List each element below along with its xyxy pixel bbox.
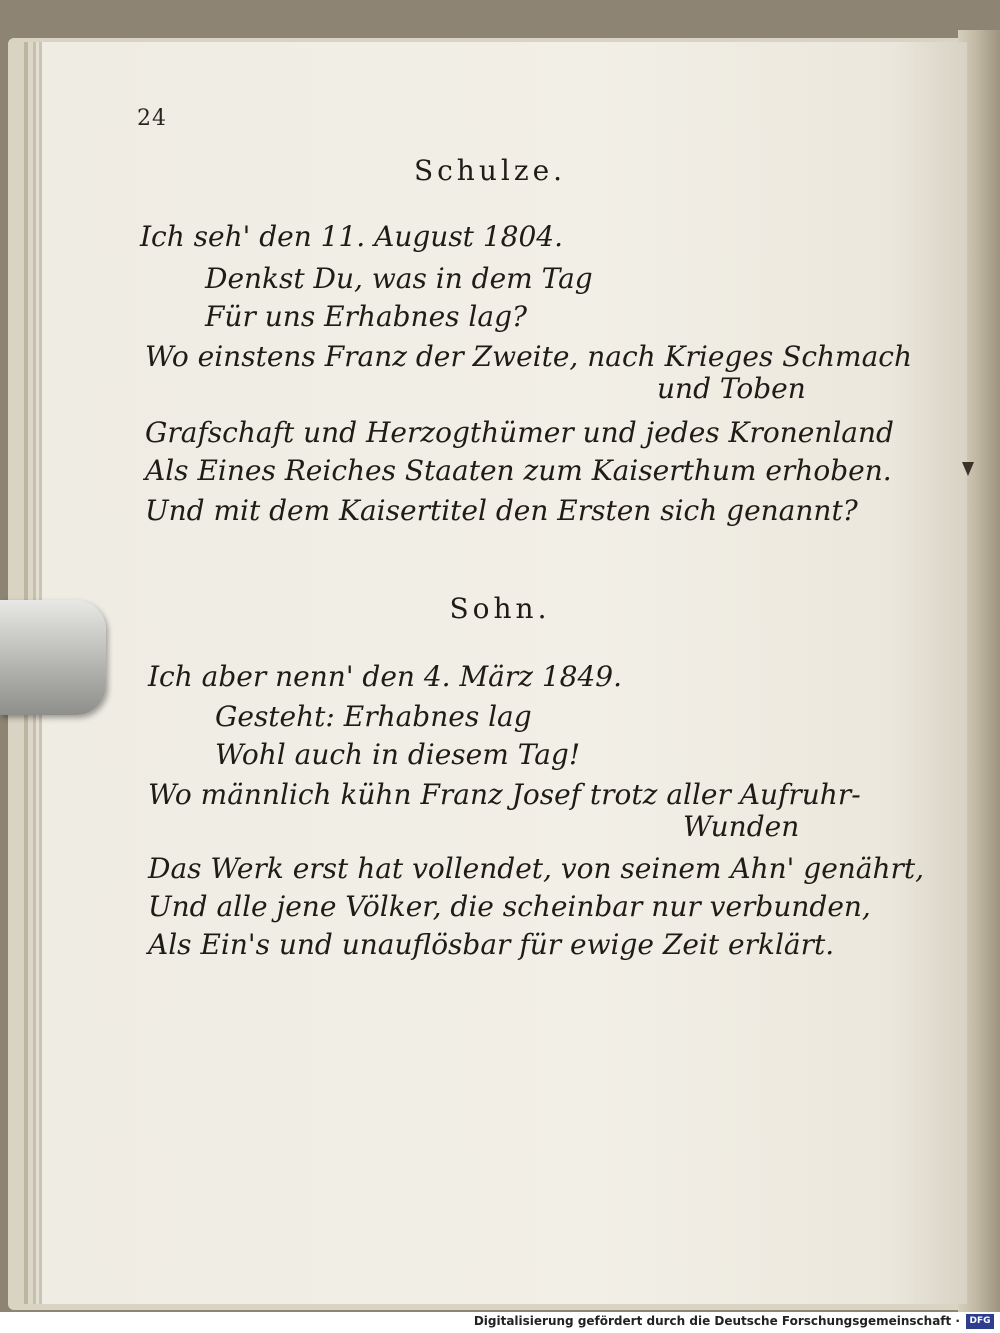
verse-line-continuation: Wunden <box>683 810 800 843</box>
verse-line: Und mit dem Kaisertitel den Ersten sich genannt? <box>145 494 858 527</box>
verse-line: Das Werk erst hat vollendet, von seinem Ahn' genährt, <box>148 852 925 885</box>
verse-line: Als Ein's und unauflösbar für ewige Zeit erklärt. <box>148 928 835 961</box>
verse-line: Gesteht: Erhabnes lag <box>215 700 532 733</box>
verse-line: Wo männlich kühn Franz Josef trotz aller Aufruhr- <box>148 778 861 811</box>
verse-line-continuation: und Toben <box>657 372 806 405</box>
verse-line: Denkst Du, was in dem Tag <box>205 262 593 295</box>
verse-line: Grafschaft und Herzogthümer und jedes Kronenland <box>145 416 894 449</box>
speaker-heading-sohn: Sohn. <box>449 592 551 625</box>
verse-line: Ich seh' den 11. August 1804. <box>140 220 563 253</box>
dfg-logo-icon: DFG <box>966 1314 994 1329</box>
digitization-credit: Digitalisierung gefördert durch die Deutsche Forschungsgemeinschaft · <box>473 1314 960 1328</box>
speaker-heading-schulze: Schulze. <box>413 154 567 187</box>
verse-line: Für uns Erhabnes lag? <box>205 300 528 333</box>
verse-line: Ich aber nenn' den 4. März 1849. <box>148 660 623 693</box>
verse-line: Wohl auch in diesem Tag! <box>215 738 581 771</box>
verse-line: Als Eines Reiches Staaten zum Kaiserthum erhoben. <box>145 454 892 487</box>
verse-line: Wo einstens Franz der Zweite, nach Krieges Schmach <box>145 340 913 373</box>
page-number: 24 <box>137 106 167 131</box>
footer-bar <box>0 1312 1000 1333</box>
verse-line: Und alle jene Völker, die scheinbar nur verbunden, <box>148 890 871 923</box>
page-marker-icon <box>962 462 974 476</box>
